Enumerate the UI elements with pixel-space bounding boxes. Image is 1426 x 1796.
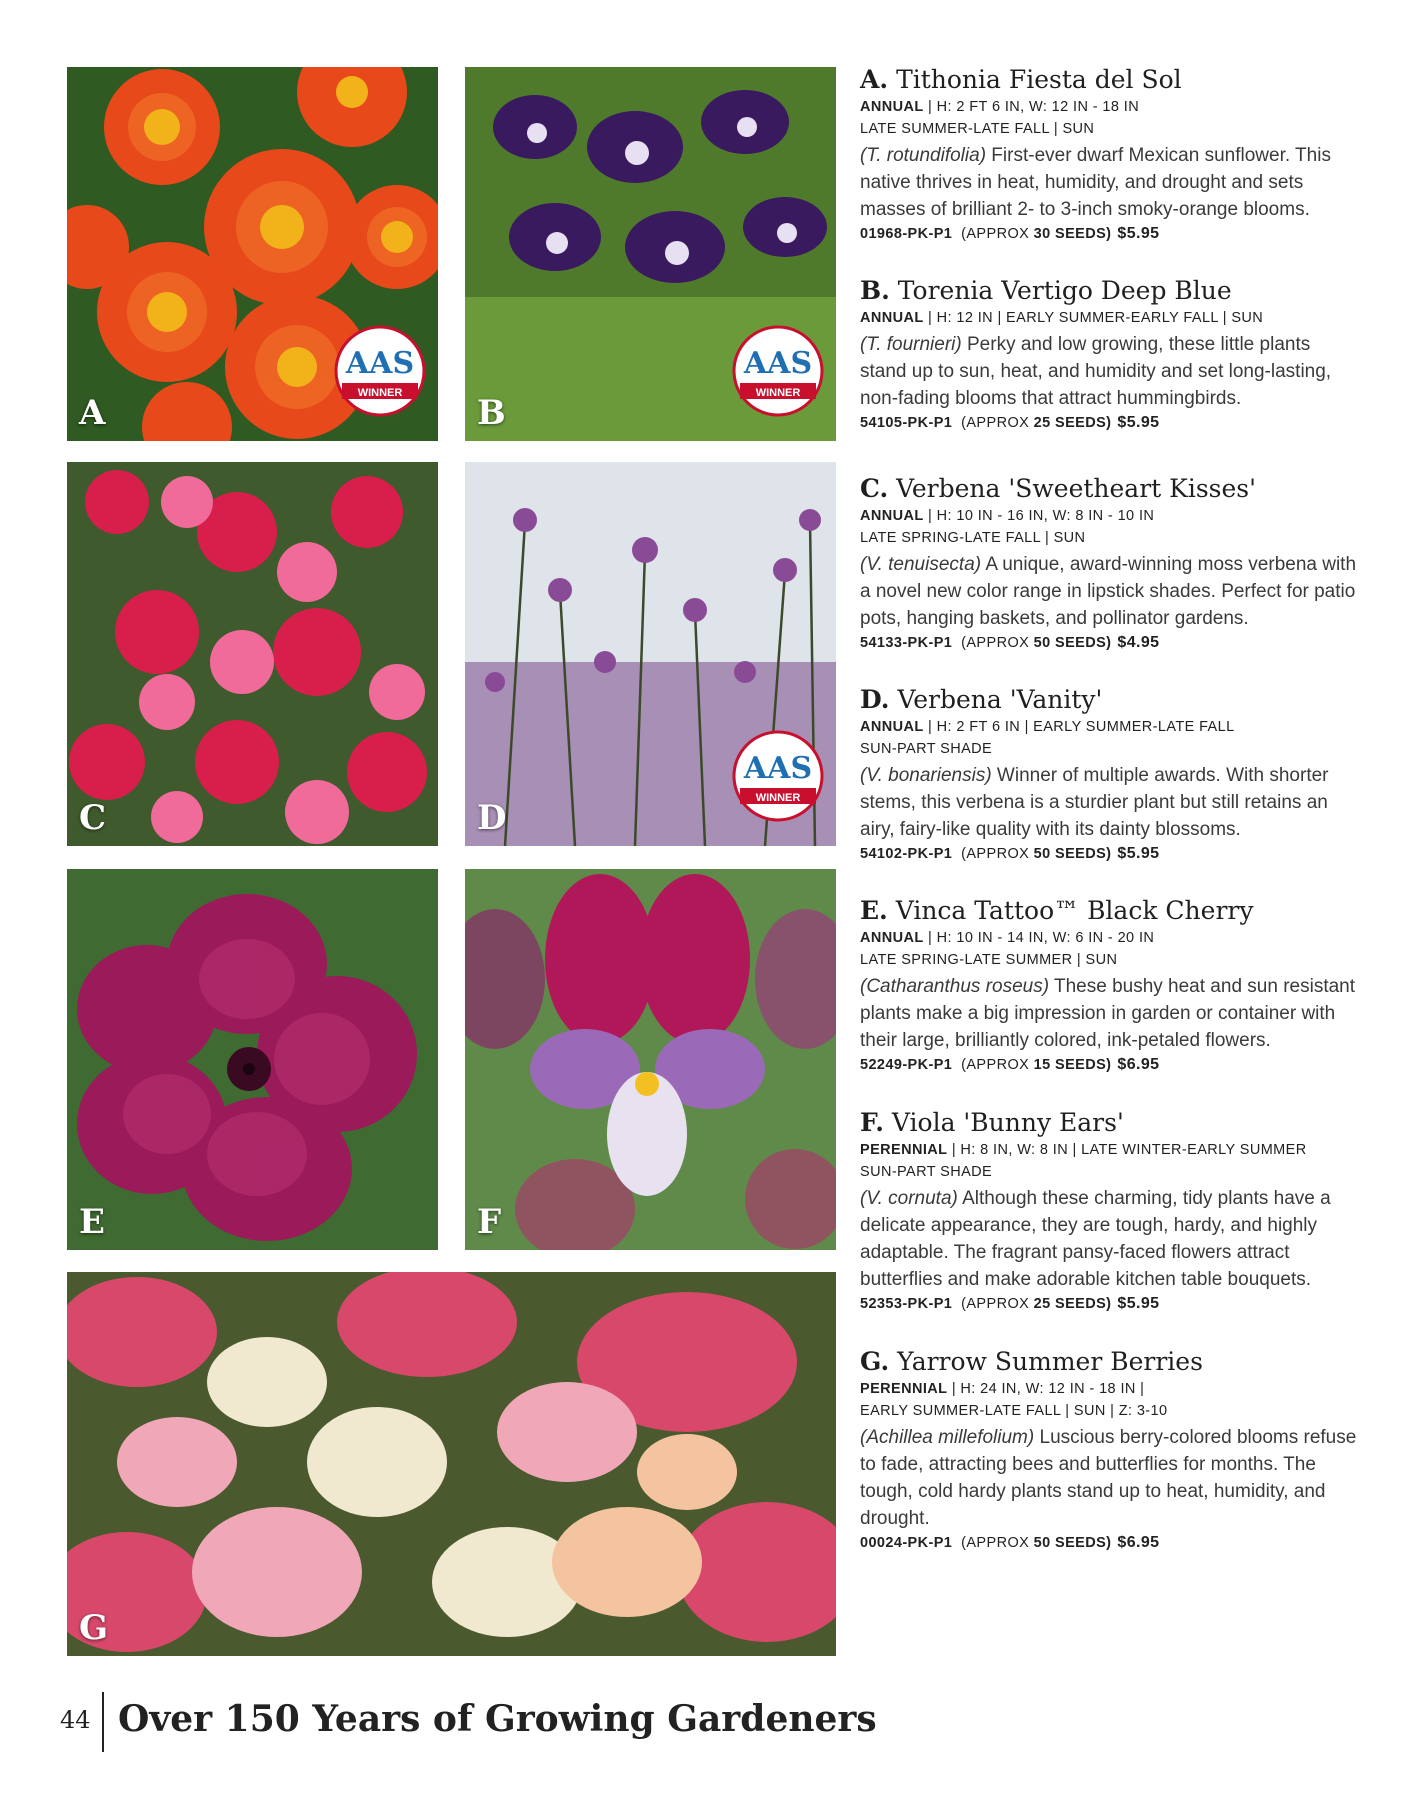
latin-name: (Achillea millefolium): [860, 1427, 1035, 1448]
price: $4.95: [1117, 634, 1160, 651]
photo-g: [67, 1272, 836, 1656]
photo-b: [465, 67, 836, 441]
seed-count: 50 SEEDS): [1033, 635, 1112, 651]
price: $5.95: [1117, 1295, 1160, 1312]
seed-count: 15 SEEDS): [1033, 1057, 1112, 1073]
product-letter: A.: [860, 65, 889, 94]
product-letter: C.: [860, 474, 889, 503]
badge-bottom-text: WINNER: [755, 387, 801, 399]
latin-name: (T. rotundifolia): [860, 145, 987, 166]
footer-divider: [102, 1692, 104, 1752]
product-title: [860, 684, 1360, 716]
approx-label: (APPROX: [961, 1535, 1030, 1551]
product-name: Torenia Vertigo Deep Blue: [897, 276, 1232, 305]
badge-top-text: AAS: [743, 346, 813, 381]
price: $6.95: [1117, 1534, 1160, 1551]
photo-letter: B: [477, 393, 506, 433]
photo-letter: C: [79, 798, 107, 838]
seed-count: 25 SEEDS): [1033, 415, 1112, 431]
product-description: [860, 1424, 1360, 1532]
sku: 01968-PK-P1: [860, 226, 953, 242]
photo-f: [465, 869, 836, 1250]
plant-size: | H: 10 IN - 14 IN, W: 6 IN - 20 IN: [923, 930, 1155, 946]
sku: 54102-PK-P1: [860, 846, 953, 862]
aas-winner-badge: [334, 325, 426, 417]
product-description: [860, 1185, 1360, 1293]
product-letter: F.: [860, 1108, 884, 1137]
sku: 52249-PK-P1: [860, 1057, 953, 1073]
product-name: Tithonia Fiesta del Sol: [896, 65, 1182, 94]
product-sku-line: [860, 1532, 1360, 1554]
product-meta-2: LATE SUMMER-LATE FALL | SUN: [860, 121, 1095, 137]
badge-top-text: AAS: [345, 346, 415, 381]
product-entry-b: [860, 275, 1360, 434]
product-meta: [860, 1378, 1360, 1400]
latin-name: (Catharanthus roseus): [860, 976, 1050, 997]
product-entry-g: [860, 1346, 1360, 1554]
plant-type: ANNUAL: [860, 310, 924, 326]
latin-name: (V. tenuisecta): [860, 554, 982, 575]
product-letter: D.: [860, 685, 890, 714]
product-sku-line: [860, 632, 1360, 654]
photo-e: [67, 869, 438, 1250]
product-entry-e: [860, 895, 1360, 1076]
photo-c: [67, 462, 438, 846]
plant-type: ANNUAL: [860, 99, 924, 115]
description-text: A unique, award-winning moss verbena with a novel new color range in lipstick shades. Perfect for patio pots, hanging baskets, and pollinator gardens.: [860, 554, 1357, 629]
yarrow-flower-photo: [67, 1272, 836, 1656]
product-description: [860, 142, 1360, 223]
photo-letter: A: [79, 393, 106, 433]
plant-type: ANNUAL: [860, 719, 924, 735]
product-letter: B.: [860, 276, 890, 305]
product-name: Viola 'Bunny Ears': [891, 1108, 1124, 1137]
sku: 52353-PK-P1: [860, 1296, 953, 1312]
price: $5.95: [1117, 414, 1160, 431]
product-meta-2: SUN-PART SHADE: [860, 1164, 993, 1180]
description-text: First-ever dwarf Mexican sunflower. This native thrives in heat, humidity, and drought and sets masses of brilliant 2- to 3-inch smoky-orange blooms.: [860, 145, 1331, 220]
plant-size: | H: 10 IN - 16 IN, W: 8 IN - 10 IN: [923, 508, 1155, 524]
latin-name: (V. bonariensis): [860, 765, 992, 786]
footer-tagline: Over 150 Years of Growing Gardeners: [118, 1698, 877, 1740]
plant-type: ANNUAL: [860, 930, 924, 946]
description-text: Although these charming, tidy plants have a delicate appearance, they are tough, hardy, and highly adaptable. The fragrant pansy-faced flowers attract butterflies and make adorable kitchen table bouquets.: [860, 1188, 1331, 1290]
product-title: [860, 275, 1360, 307]
plant-size: | H: 24 IN, W: 12 IN - 18 IN |: [947, 1381, 1145, 1397]
product-sku-line: [860, 1293, 1360, 1315]
aas-winner-badge: [732, 730, 824, 822]
plant-type: PERENNIAL: [860, 1381, 948, 1397]
plant-size: | H: 12 IN | EARLY SUMMER-EARLY FALL | SUN: [923, 310, 1264, 326]
product-meta-2: EARLY SUMMER-LATE FALL | SUN | Z: 3-10: [860, 1403, 1168, 1419]
vinca-flower-photo: [67, 869, 438, 1250]
product-sku-line: [860, 223, 1360, 245]
product-title: [860, 64, 1360, 96]
product-entry-d: [860, 684, 1360, 865]
plant-type: PERENNIAL: [860, 1142, 948, 1158]
product-name: Yarrow Summer Berries: [897, 1347, 1203, 1376]
product-title: [860, 473, 1360, 505]
product-meta: [860, 716, 1360, 738]
sku: 00024-PK-P1: [860, 1535, 953, 1551]
product-sku-line: [860, 1054, 1360, 1076]
product-entry-f: [860, 1107, 1360, 1315]
product-meta: [860, 1139, 1360, 1161]
photo-letter: G: [79, 1608, 109, 1648]
description-text: These bushy heat and sun resistant plants make a big impression in garden or container with their large, brilliantly colored, ink-petaled flowers.: [860, 976, 1356, 1051]
product-description: [860, 551, 1360, 632]
badge-bottom-text: WINNER: [357, 387, 403, 399]
product-meta-2: LATE SPRING-LATE FALL | SUN: [860, 530, 1086, 546]
product-title: [860, 1346, 1360, 1378]
seed-count: 50 SEEDS): [1033, 1535, 1112, 1551]
product-meta: [860, 505, 1360, 527]
product-letter: G.: [860, 1347, 890, 1376]
verbena-sweetheart-photo: [67, 462, 438, 846]
product-description: [860, 331, 1360, 412]
description-text: Perky and low growing, these little plants stand up to sun, heat, and humidity and set long-lasting, non-fading blooms that attract hummingbirds.: [860, 334, 1332, 409]
product-description: [860, 762, 1360, 843]
price: $5.95: [1117, 225, 1160, 242]
badge-bottom-text: WINNER: [755, 792, 801, 804]
aas-winner-badge: [732, 325, 824, 417]
approx-label: (APPROX: [961, 415, 1030, 431]
approx-label: (APPROX: [961, 226, 1030, 242]
approx-label: (APPROX: [961, 635, 1030, 651]
product-meta-2: SUN-PART SHADE: [860, 741, 993, 757]
seed-count: 30 SEEDS): [1033, 226, 1112, 242]
product-name: Verbena 'Vanity': [897, 685, 1103, 714]
latin-name: (T. fournieri): [860, 334, 962, 355]
photo-letter: E: [79, 1202, 105, 1242]
plant-size: | H: 2 FT 6 IN, W: 12 IN - 18 IN: [923, 99, 1140, 115]
description-text: Winner of multiple awards. With shorter stems, this verbena is a sturdier plant but still retains an airy, fairy-like quality with its dainty blossoms.: [860, 765, 1329, 840]
photo-letter: D: [477, 798, 507, 838]
photo-d: [465, 462, 836, 846]
photo-a: [67, 67, 438, 441]
product-sku-line: [860, 412, 1360, 434]
latin-name: (V. cornuta): [860, 1188, 958, 1209]
product-meta: [860, 927, 1360, 949]
plant-size: | H: 8 IN, W: 8 IN | LATE WINTER-EARLY SUMMER: [947, 1142, 1307, 1158]
product-meta: [860, 307, 1360, 329]
badge-top-text: AAS: [743, 751, 813, 786]
approx-label: (APPROX: [961, 1057, 1030, 1073]
product-sku-line: [860, 843, 1360, 865]
seed-count: 25 SEEDS): [1033, 1296, 1112, 1312]
product-entry-c: [860, 473, 1360, 654]
sku: 54105-PK-P1: [860, 415, 953, 431]
product-name: Verbena 'Sweetheart Kisses': [896, 474, 1256, 503]
approx-label: (APPROX: [961, 846, 1030, 862]
product-letter: E.: [860, 896, 888, 925]
approx-label: (APPROX: [961, 1296, 1030, 1312]
product-entry-a: [860, 64, 1360, 245]
product-title: [860, 895, 1360, 927]
seed-count: 50 SEEDS): [1033, 846, 1112, 862]
product-title: [860, 1107, 1360, 1139]
plant-type: ANNUAL: [860, 508, 924, 524]
photo-letter: F: [477, 1202, 502, 1242]
price: $5.95: [1117, 845, 1160, 862]
page-number: 44: [60, 1706, 91, 1734]
product-name: Vinca Tattoo™ Black Cherry: [895, 896, 1254, 925]
product-meta: [860, 96, 1360, 118]
sku: 54133-PK-P1: [860, 635, 953, 651]
product-description: [860, 973, 1360, 1054]
plant-size: | H: 2 FT 6 IN | EARLY SUMMER-LATE FALL: [923, 719, 1235, 735]
price: $6.95: [1117, 1056, 1160, 1073]
product-meta-2: LATE SPRING-LATE SUMMER | SUN: [860, 952, 1118, 968]
description-text: Luscious berry-colored blooms refuse to fade, attracting bees and butterflies for months. The tough, cold hardy plants stand up to heat, humidity, and drought.: [860, 1427, 1357, 1529]
viola-flower-photo: [465, 869, 836, 1250]
